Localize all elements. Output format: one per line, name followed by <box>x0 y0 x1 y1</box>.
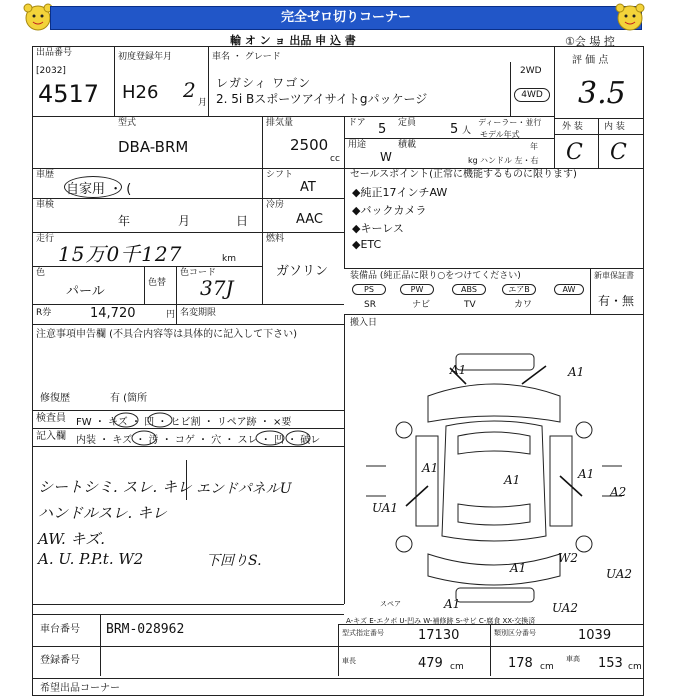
diagram-mark-6: UA1 <box>372 501 399 515</box>
capacity-unit: 人 <box>462 126 472 136</box>
cargo-label: 積載 <box>398 140 417 150</box>
height-unit: cm <box>628 662 642 672</box>
lot-number: 4517 <box>38 80 100 108</box>
check-row-2: 内装 ・ キズ ・ 汚 ・ コゲ ・ 穴 ・ スレ ・ 凹 ・ 破レ <box>76 435 321 446</box>
doors-label: ドア <box>348 118 366 128</box>
color-label: 色 <box>36 268 46 278</box>
capacity-value: 5 <box>450 122 459 137</box>
diagram-mark-1: A1 <box>450 363 467 377</box>
inspection-year-unit: 年 <box>118 214 131 228</box>
recycle-value: 14,720 <box>90 306 136 321</box>
displacement-unit: cc <box>330 154 340 164</box>
shift-label: シフト <box>266 170 294 180</box>
type-value: DBA-BRM <box>118 138 189 156</box>
remark-line-3: AW. キズ. <box>38 530 106 548</box>
lot-label: 出品番号 <box>36 48 73 58</box>
equip-tv: TV <box>464 300 476 310</box>
interior-grade: C <box>610 140 627 165</box>
model-name: レガシィ ワゴン <box>216 76 312 90</box>
equip-abs: ABS <box>452 284 486 295</box>
class-code: 1039 <box>578 628 612 643</box>
delivery-label: 搬入日 <box>350 318 378 328</box>
diagram-mark-8: A1 <box>510 561 527 575</box>
equipment-label: 装備品 (純正品に限り○をつけてください) <box>350 271 521 281</box>
fuel-label: 燃料 <box>266 234 285 244</box>
cargo-unit: kg <box>468 156 478 165</box>
score-value: 3.5 <box>578 76 626 111</box>
spare-label: スペア <box>380 600 401 608</box>
history-value: 自家用 ・ ( <box>66 182 132 197</box>
color-value: パール <box>66 284 105 299</box>
check-row-1: FW ・ キズ ・ 凹 ・ ヒビ割 ・ リペア跡 ・ ×要 <box>76 417 292 428</box>
remark-right-1: エンドパネルU <box>196 481 292 497</box>
diagram-mark-11: A1 <box>444 597 461 611</box>
width-unit: cm <box>540 662 554 672</box>
drive-4wd: 4WD <box>514 88 550 102</box>
exterior-grade: C <box>566 140 583 165</box>
history-label: 車歴 <box>36 170 55 180</box>
handle-label: ハンドル 左・右 <box>480 156 539 165</box>
length-label: 車長 <box>342 657 356 665</box>
exterior-label: 外 装 <box>562 122 583 132</box>
class-code-label: 類別区分番号 <box>494 629 536 637</box>
length-value: 479 <box>418 656 443 671</box>
displacement-label: 排気量 <box>266 118 294 128</box>
use-label: 用途 <box>348 140 367 150</box>
model-code-label: 型式指定番号 <box>342 629 384 637</box>
equip-ps: PS <box>352 284 386 295</box>
displacement-value: 2500 <box>290 136 329 154</box>
inspection-day-unit: 日 <box>236 214 249 228</box>
aircon-label: 冷房 <box>266 200 285 210</box>
mileage-label: 走行 <box>36 234 55 244</box>
sales-item-3: ◆キーレス <box>352 222 404 235</box>
model-code: 17130 <box>418 628 460 643</box>
lot-sub: [2032] <box>36 66 66 76</box>
use-value: W <box>380 150 392 164</box>
dealer-label: ディーラー・並行 <box>478 118 542 127</box>
form-title: 輸 オ ン ョ 出品 申 込 書 <box>230 34 356 47</box>
equip-sr: SR <box>364 300 376 310</box>
drive-2wd: 2WD <box>520 66 542 76</box>
repair-value: 有 (箇所 <box>110 393 148 404</box>
repair-label: 修復歴 <box>40 393 70 404</box>
corner-banner: 完全ゼロ切りコーナー <box>50 6 642 30</box>
history-circle <box>64 176 122 198</box>
equip-leather: カワ <box>514 300 533 310</box>
diagram-mark-9: W2 <box>558 551 578 565</box>
diagram-mark-5: A1 <box>578 467 595 481</box>
height-value: 153 <box>598 656 623 671</box>
notes-label: 注意事項申告欄 (不具合内容等は具体的に記入して下さい) <box>36 329 297 340</box>
height-label: 車高 <box>566 655 580 663</box>
diagram-mark-2: A1 <box>568 365 585 379</box>
equip-navi: ナビ <box>412 300 431 310</box>
remark-line-2: ハンドルスレ. キレ <box>38 504 167 522</box>
registration-era: H26 <box>122 82 159 103</box>
diagram-legend: A-キズ E-エクボ U-凹み W-補修跡 S-サビ C-腐食 XX-交換済 <box>346 617 536 625</box>
registration-label: 初度登録年月 <box>118 52 173 62</box>
inspection-month-unit: 月 <box>178 214 191 228</box>
mileage-unit: km <box>222 254 236 264</box>
capacity-label: 定員 <box>398 118 417 128</box>
month-unit: 月 <box>198 98 208 108</box>
model-year-unit: 年 <box>530 142 538 151</box>
remark-line-4: A. U. P.P.t. W2 <box>38 550 144 568</box>
diagram-mark-7: A2 <box>610 485 627 499</box>
recycle-label: R券 <box>36 308 52 318</box>
sales-item-4: ◆ETC <box>352 238 382 251</box>
bear-mascot-right-icon <box>612 2 648 34</box>
width-value: 178 <box>508 656 533 671</box>
car-damage-diagram <box>346 326 642 616</box>
diagram-mark-12: UA2 <box>552 601 579 615</box>
remark-right-2: 下回りS. <box>206 553 262 569</box>
check-label-1: 検査員 <box>36 413 66 424</box>
model-label: 車名 ・ グレード <box>212 52 281 62</box>
score-label: 評 価 点 <box>572 55 609 66</box>
color-code: 37J <box>200 276 234 300</box>
diagram-mark-3: A1 <box>504 473 521 487</box>
interior-label: 内 装 <box>604 122 625 132</box>
remark-line-1: シートシミ. スレ. キレ <box>38 478 192 496</box>
check-circles <box>100 410 340 448</box>
warranty-value: 有・無 <box>598 294 635 308</box>
doors-value: 5 <box>378 122 387 137</box>
equip-aw: AW <box>554 284 584 295</box>
name-change-label: 名変期限 <box>180 308 217 318</box>
shift-value: AT <box>300 180 316 195</box>
warranty-label: 新車保証書 <box>594 271 634 280</box>
color-swap-label: 色替 <box>148 278 167 288</box>
recycle-unit: 円 <box>166 310 176 320</box>
type-label: 型式 <box>118 118 137 128</box>
wish-corner-label: 希望出品コーナー <box>40 683 120 694</box>
equip-airbag: エアB <box>502 284 536 295</box>
plate-label: 登録番号 <box>40 655 80 666</box>
model-year-label: モデル年式 <box>480 130 520 139</box>
inspection-label: 車検 <box>36 200 55 210</box>
chassis-label: 車台番号 <box>40 624 80 635</box>
chassis-value: BRM-028962 <box>106 622 185 637</box>
diagram-mark-10: UA2 <box>606 567 633 581</box>
registration-month: 2 <box>183 78 196 102</box>
venue-copy-label: ①会 場 控 <box>565 35 615 48</box>
sales-item-2: ◆バックカメラ <box>352 204 427 217</box>
model-grade: 2. 5i Bスポーツアイサイトgパッケージ <box>216 92 428 106</box>
sales-item-1: ◆純正17インチAW <box>352 186 448 199</box>
fuel-value: ガソリン <box>276 264 329 279</box>
length-unit: cm <box>450 662 464 672</box>
color-code-label: 色コード <box>180 268 217 278</box>
equip-pw: PW <box>400 284 434 295</box>
diagram-mark-4: A1 <box>422 461 439 475</box>
check-label-2: 記入欄 <box>36 431 66 442</box>
aircon-value: AAC <box>296 212 323 227</box>
mileage-value: 15万0千127 <box>58 242 183 266</box>
sales-label: セールスポイント(正常に機能するものに限ります) <box>350 169 577 180</box>
